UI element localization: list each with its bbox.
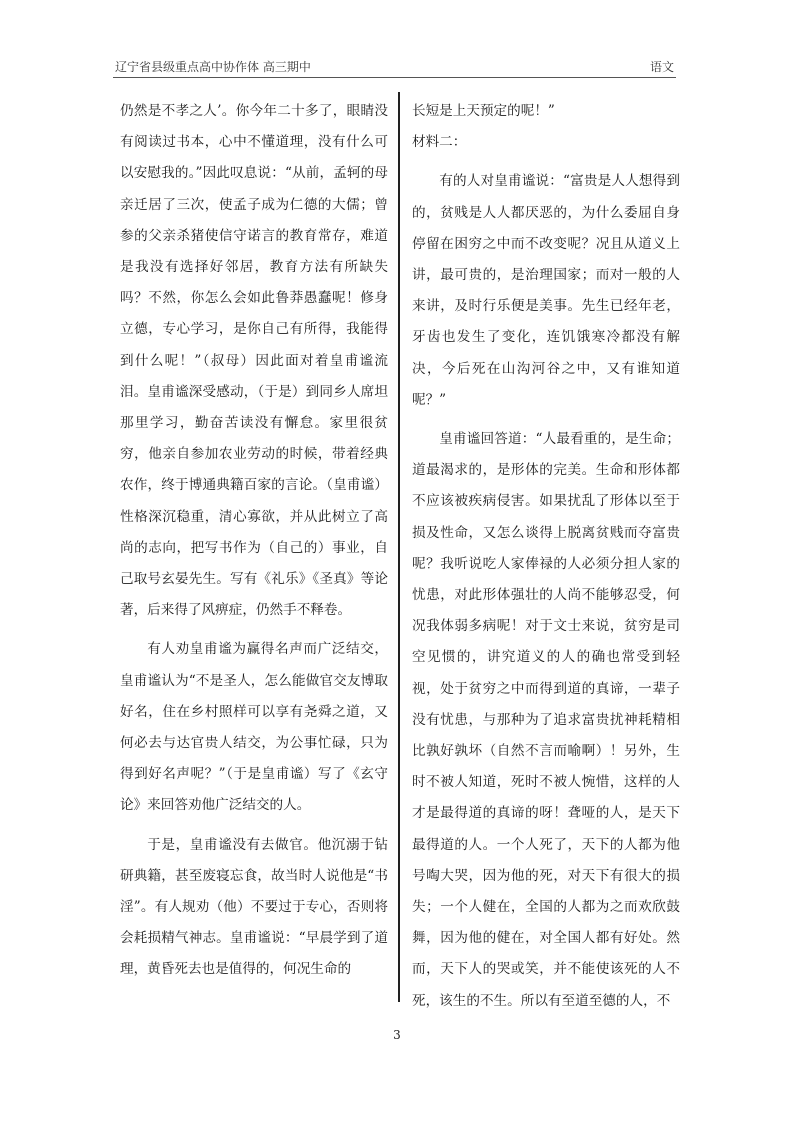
page-header: [115, 54, 674, 76]
left-paragraph-2: 有人劝皇甫谧为赢得名声而广泛结交，皇甫谧认为“不是圣人，怎么能做官交友博取好名，住在乡村照样可以享有尧舜之道，又何必去与达官贵人结交，为公事忙碌，只为得到好名声呢？”（于是皇甫谧）写了《玄守论》来回答劝他广泛结交的人。: [120, 641, 388, 814]
column-divider: [398, 92, 400, 1002]
section-label: 材料二：: [412, 134, 467, 151]
header-exam-title: 辽宁省县级重点高中协作体 高三期中: [115, 60, 311, 74]
right-paragraph-2: 皇甫谧回答道：“人最看重的，是生命；道最渴求的，是形体的完美。生命和形体都不应该被疾病侵害。如果扰乱了形体以至于损及性命，又怎么谈得上脱离贫贱而夺富贵呢？我听说吃人家俸禄的人必须分担人家的忧患，对此形体强壮的人尚不能够忍受，何况我体弱多病呢！对于文士来说，贫穷是司空见惯的，讲究道义的人的确也常受到轻视，处于贫穷之中而得到道的真谛，一辈子没有忧患，与那种为了追求富贵扰神耗精相比孰好孰坏（自然不言而喻啊）！另外，生时不被人知道，死时不被人惋惜，这样的人才是最得道的真谛的呀！聋哑的人，是天下最得道的人。一个人死了，天下的人都为他号啕大哭，因为他的死，对天下有很大的损失；一个人健在，全国的人都为之而欢欣鼓舞，因为他的健在，对全国人都有好处。然而，天下人的哭或笑，并不能使该死的人不死，该生的不生。所以有至道至德的人，不: [412, 431, 680, 1009]
right-column: [412, 96, 680, 1017]
left-column: [120, 96, 388, 986]
left-paragraph-1: 仍然是不孝之人’。你今年二十多了，眼睛没有阅读过书本，心中不懂道理，没有什么可以安慰我的。”因此叹息说：“从前，孟轲的母亲迁居了三次，使孟子成为仁德的大儒；曾参的父亲杀猪使信守诺言的教育常存，难道是我没有选择好邻居，教育方法有所缺失吗？不然，你怎么会如此鲁莽愚蠢呢！修身立德，专心学习，是你自己有所得，我能得到什么呢！”（叔母）因此面对着皇甫谧流泪。皇甫谧深受感动，（于是）到同乡人席坦那里学习，勤奋苦读没有懈怠。家里很贫穷，他亲自参加农业劳动的时候，带着经典农作，终于博通典籍百家的言论。（皇甫谧）性格深沉稳重，清心寡欲，并从此树立了高尚的志向，把写书作为（自己的）事业，自己取号玄晏先生。写有《礼乐》《圣真》等论著，后来得了风痹症，仍然手不释卷。: [120, 103, 388, 619]
right-paragraph-1: 有的人对皇甫谧说：“富贵是人人想得到的，贫贱是人人都厌恶的，为什么委屈自身停留在困穷之中而不改变呢？况且从道义上讲，最可贵的，是治理国家；而对一般的人来讲，及时行乐便是美事。先生已经年老，牙齿也发生了变化，连饥饿寒冷都没有解决，今后死在山沟河谷之中，又有谁知道呢？”: [412, 173, 680, 408]
header-subject: 语文: [649, 60, 674, 74]
page-number: 3: [393, 1028, 401, 1042]
right-first-line: 长短是上天预定的呢！”: [412, 103, 555, 119]
header-rule: [113, 77, 676, 78]
left-paragraph-3: 于是，皇甫谧没有去做官。他沉溺于钻研典籍，甚至废寝忘食，故当时人说他是“书淫”。有人规劝（他）不要过于专心，否则将会耗损精气神志。皇甫谧说：“早晨学到了道理，黄昏死去也是值得的，何况生命的: [120, 836, 388, 978]
